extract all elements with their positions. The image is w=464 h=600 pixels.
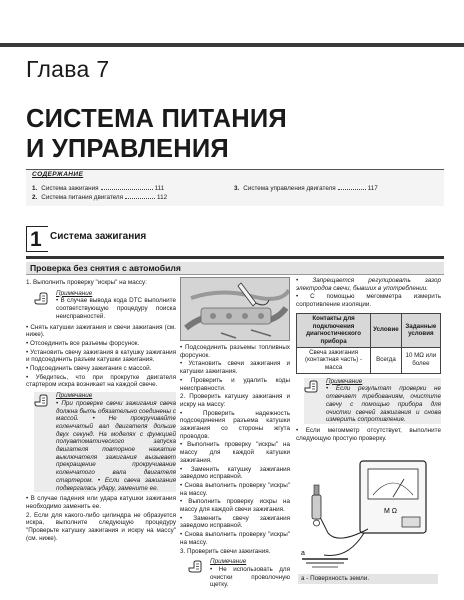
- chapter-title-line1: СИСТЕМА ПИТАНИЯ: [26, 105, 287, 133]
- engine-illustration: [181, 278, 290, 341]
- note-text: • Если результат проверки не отвечает требованиям, очистите свечу с помощью прибора для очистки свечей зажигания и снова измерить сопротивление.: [326, 385, 441, 424]
- paragraph: 2. Если для какого-либо цилиндра не образуется искра, выполните следующую процедуру "Проверьте катушку зажигания и искру на массу" (см. ниже).: [26, 511, 176, 542]
- table-row: [297, 347, 441, 373]
- section-rule: [26, 256, 444, 259]
- subsection-heading: [26, 262, 444, 275]
- note-block: [188, 558, 290, 589]
- toc-item-label: Система управления двигателя: [243, 185, 336, 192]
- hand-note-icon: [304, 379, 320, 393]
- hand-note-icon: [34, 291, 50, 305]
- toc-item-label: Система зажигания: [41, 185, 99, 192]
- section-number: 1: [30, 228, 42, 251]
- table-cell: 10 MΩ или более: [401, 347, 440, 373]
- note-text: • Не использовать для очистки проволочную щетку.: [210, 565, 290, 589]
- meter-dial: [368, 469, 418, 499]
- chapter-title-line2: И УПРАВЛЕНИЯ: [26, 135, 229, 163]
- toc-item-num: 3.: [234, 185, 240, 192]
- note-block: [34, 290, 176, 321]
- table-header: Контакты для подключения диагностического прибора: [297, 313, 371, 347]
- note-block: [34, 392, 176, 492]
- paragraph: • Снова выполнить проверку "искры" на массу.: [180, 481, 290, 497]
- table-header: Заданные условия: [401, 313, 440, 347]
- toc-item-label: Система питания двигателя: [41, 194, 124, 201]
- paragraph: 2. Проверить катушку зажигания и искру на массу:: [180, 393, 290, 408]
- paragraph: • Заменить катушку зажигания заведомо исправной.: [180, 465, 290, 481]
- label-a: a: [301, 550, 305, 557]
- note-title: Примечание: [56, 289, 93, 297]
- table-header: Условие: [371, 313, 402, 347]
- table-of-contents: [26, 169, 444, 206]
- engine-ignition-coil-photo: [180, 277, 290, 341]
- meter-crank: [402, 517, 420, 527]
- paragraph: • Заменить свечу зажигания заведомо исправной.: [180, 514, 290, 530]
- note-title: Примечание: [210, 558, 247, 566]
- section-title: Система зажигания: [50, 231, 147, 242]
- paragraph: • Установить свечи зажигания и катушки зажигания.: [180, 360, 290, 376]
- paragraph: 1. Выполнить проверку "искры" на массу:: [26, 279, 147, 286]
- top-rule: [0, 43, 464, 47]
- figure-caption: a - Поверхность земли.: [298, 574, 438, 584]
- hand-note-icon: [34, 393, 50, 407]
- paragraph: • Установить свечу зажигания в катушку зажигания и подсоединить разъем катушки зажигания.: [26, 348, 176, 364]
- paragraph: • Проверить и удалить коды неисправности.: [180, 376, 290, 392]
- note-text: • В случае вывода кода DTC выполните соответствующую процедуру поиска неисправностей.: [56, 297, 176, 320]
- note-text: • При проверке свечи зажигания свеча должна быть обязательно соединены с массой. • Не прокручивайте коленчатый вал двигателя дольше двух секунд. На моделях с функцией полуавтоматического запуска двигателя повторное нажатие выключателя зажигания вызывает прекращение прокручивание коленчатого вала двигателя стартером. • Если свеча зажигания подвергалась удару, замените ее.: [56, 399, 176, 492]
- paragraph: • Отсоединить все разъемы форсунок.: [26, 339, 140, 347]
- megohmmeter-diagram: [298, 455, 438, 575]
- toc-item[interactable]: [234, 185, 378, 192]
- toc-item-page: 117: [367, 185, 378, 192]
- paragraph: • Убедитесь, что при прокрутке двигателя стартером искра возникает на каждой свече.: [26, 373, 176, 389]
- column-left: [26, 279, 176, 544]
- paragraph: • Снова выполнить проверку "искры" на массу.: [180, 531, 290, 546]
- toc-item[interactable]: [32, 194, 167, 201]
- resistance-table: [296, 313, 441, 374]
- chapter-label: Глава 7: [26, 56, 110, 82]
- toc-item[interactable]: [32, 185, 164, 192]
- hand-note-icon: [188, 559, 204, 573]
- test-lead-2: [324, 533, 364, 556]
- column-middle: [180, 344, 290, 592]
- table-cell: Всегда: [371, 347, 402, 373]
- paragraph: 3. Проверить свечи зажигания.: [180, 547, 271, 555]
- paragraph: • С помощью мегомметра измерить сопротивление изоляции.: [296, 293, 441, 309]
- note-block: [304, 378, 441, 424]
- paragraph: • Проверить надежность подсоединения разъема катушки зажигания со стороны жгута проводов.: [180, 409, 290, 440]
- paragraph: • Выполнить проверку искры на массу для каждой свечи зажигания.: [180, 498, 290, 514]
- toc-item-num: 2.: [32, 194, 38, 201]
- table-cell: Свеча зажигания (контактная часть) - масса: [297, 347, 371, 373]
- column-right: [296, 277, 441, 443]
- chapter-title: [26, 104, 287, 164]
- toc-heading: СОДЕРЖАНИЕ: [32, 171, 84, 178]
- note-title: Примечание: [326, 377, 363, 385]
- paragraph: • Если мегомметр отсутствует, выполните следующую простую проверку.: [296, 426, 441, 442]
- paragraph: • Подсоединить разъемы топливных форсунок.: [180, 344, 290, 359]
- paragraph: • Запрещается регулировать зазор электродов свечи, бывших в употреблении.: [296, 277, 441, 292]
- toc-item-page: 112: [157, 194, 168, 201]
- paragraph: • Выполнить проверку "искры" на массу для каждой катушки зажигания.: [180, 441, 290, 464]
- note-title: Примечание: [56, 392, 93, 400]
- paragraph: • Подсоединить свечу зажигания с массой.: [26, 365, 152, 373]
- meter-label: M Ω: [384, 508, 398, 515]
- toc-item-page: 111: [154, 185, 165, 192]
- subsection-heading-text: Проверка без снятия с автомобиля: [30, 263, 181, 273]
- paragraph: • Снять катушки зажигания и свечи зажигания (см. ниже).: [26, 323, 176, 339]
- toc-item-num: 1.: [32, 185, 38, 192]
- paragraph: • В случае падения или удара катушки зажигания необходимо заменить ее.: [26, 495, 176, 510]
- spark-plug: [312, 495, 321, 519]
